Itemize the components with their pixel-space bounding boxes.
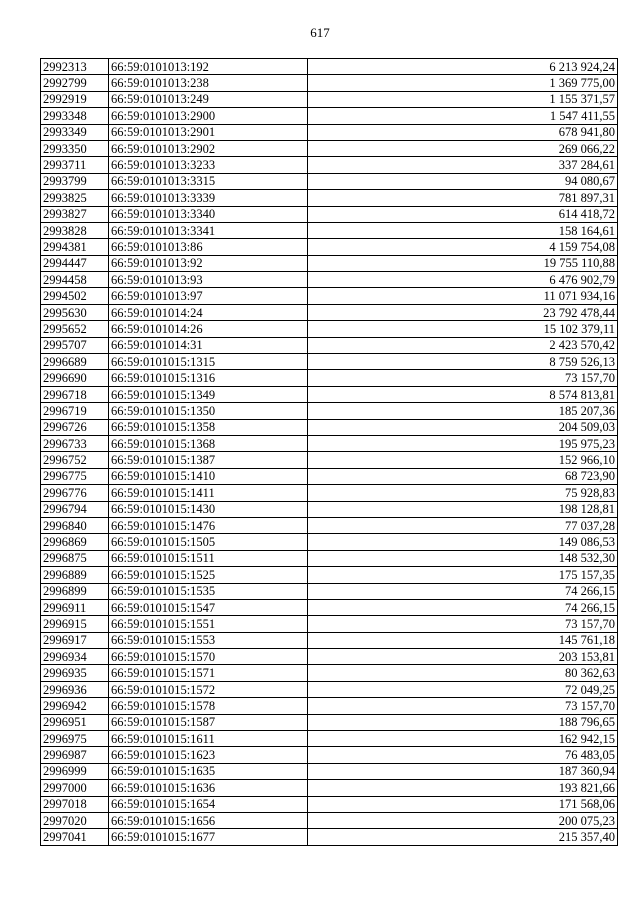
table-row [41,550,618,566]
table-row [41,583,618,599]
value-cell: 198 128,81 [308,501,618,517]
row-id-cell: 2996942 [41,698,109,714]
table-row [41,468,618,484]
row-id-cell: 2996718 [41,386,109,402]
table-row [41,304,618,320]
value-cell: 678 941,80 [308,124,618,140]
value-cell: 73 157,70 [308,698,618,714]
value-cell: 162 942,15 [308,731,618,747]
table-row [41,485,618,501]
value-cell: 94 080,67 [308,173,618,189]
cadastral-number-cell: 66:59:0101015:1656 [109,812,308,828]
table-row [41,321,618,337]
table-row [41,190,618,206]
row-id-cell: 2996987 [41,747,109,763]
cadastral-number-cell: 66:59:0101013:3315 [109,173,308,189]
cadastral-number-cell: 66:59:0101015:1677 [109,829,308,845]
cadastral-number-cell: 66:59:0101015:1505 [109,534,308,550]
table-row [41,599,618,615]
table-row [41,649,618,665]
row-id-cell: 2996726 [41,419,109,435]
table-row [41,435,618,451]
cadastral-number-cell: 66:59:0101015:1316 [109,370,308,386]
table-row [41,714,618,730]
row-id-cell: 2995707 [41,337,109,353]
row-id-cell: 2996951 [41,714,109,730]
value-cell: 74 266,15 [308,599,618,615]
table-row [41,206,618,222]
cadastral-number-cell: 66:59:0101015:1411 [109,485,308,501]
value-cell: 614 418,72 [308,206,618,222]
cadastral-number-cell: 66:59:0101015:1535 [109,583,308,599]
row-id-cell: 2993350 [41,140,109,156]
row-id-cell: 2997018 [41,796,109,812]
cadastral-number-cell: 66:59:0101015:1430 [109,501,308,517]
row-id-cell: 2996794 [41,501,109,517]
row-id-cell: 2993828 [41,222,109,238]
row-id-cell: 2993348 [41,108,109,124]
cadastral-number-cell: 66:59:0101015:1654 [109,796,308,812]
row-id-cell: 2996999 [41,763,109,779]
table-row [41,108,618,124]
table-row [41,681,618,697]
row-id-cell: 2992799 [41,75,109,91]
row-id-cell: 2996689 [41,354,109,370]
cadastral-number-cell: 66:59:0101015:1349 [109,386,308,402]
value-cell: 269 066,22 [308,140,618,156]
value-cell: 171 568,06 [308,796,618,812]
cadastral-number-cell: 66:59:0101015:1570 [109,649,308,665]
cadastral-number-cell: 66:59:0101013:2901 [109,124,308,140]
value-cell: 152 966,10 [308,452,618,468]
table-row [41,386,618,402]
cadastral-number-cell: 66:59:0101015:1476 [109,517,308,533]
value-cell: 149 086,53 [308,534,618,550]
cadastral-number-cell: 66:59:0101015:1551 [109,616,308,632]
table-row [41,632,618,648]
table-row [41,59,618,75]
row-id-cell: 2996875 [41,550,109,566]
cadastral-number-cell: 66:59:0101015:1511 [109,550,308,566]
value-cell: 145 761,18 [308,632,618,648]
row-id-cell: 2996917 [41,632,109,648]
value-cell: 76 483,05 [308,747,618,763]
row-id-cell: 2996719 [41,403,109,419]
value-cell: 8 759 526,13 [308,354,618,370]
row-id-cell: 2996733 [41,435,109,451]
table-row [41,239,618,255]
value-cell: 200 075,23 [308,812,618,828]
cadastral-number-cell: 66:59:0101014:31 [109,337,308,353]
row-id-cell: 2996840 [41,517,109,533]
cadastral-number-cell: 66:59:0101015:1358 [109,419,308,435]
value-cell: 204 509,03 [308,419,618,435]
row-id-cell: 2997041 [41,829,109,845]
value-cell: 175 157,35 [308,567,618,583]
value-cell: 19 755 110,88 [308,255,618,271]
value-cell: 337 284,61 [308,157,618,173]
value-cell: 77 037,28 [308,517,618,533]
table-row [41,91,618,107]
value-cell: 187 360,94 [308,763,618,779]
cadastral-number-cell: 66:59:0101015:1315 [109,354,308,370]
cadastral-number-cell: 66:59:0101013:3233 [109,157,308,173]
cadastral-number-cell: 66:59:0101013:92 [109,255,308,271]
table-row [41,567,618,583]
row-id-cell: 2993349 [41,124,109,140]
value-cell: 72 049,25 [308,681,618,697]
registry-table-body [41,59,618,846]
cadastral-number-cell: 66:59:0101013:2902 [109,140,308,156]
table-row [41,288,618,304]
cadastral-number-cell: 66:59:0101015:1578 [109,698,308,714]
row-id-cell: 2994447 [41,255,109,271]
row-id-cell: 2996911 [41,599,109,615]
table-row [41,354,618,370]
cadastral-number-cell: 66:59:0101013:97 [109,288,308,304]
cadastral-number-cell: 66:59:0101013:238 [109,75,308,91]
value-cell: 6 213 924,24 [308,59,618,75]
row-id-cell: 2992313 [41,59,109,75]
value-cell: 73 157,70 [308,370,618,386]
table-row [41,616,618,632]
row-id-cell: 2996752 [41,452,109,468]
value-cell: 1 369 775,00 [308,75,618,91]
cadastral-number-cell: 66:59:0101013:93 [109,272,308,288]
table-row [41,140,618,156]
value-cell: 74 266,15 [308,583,618,599]
value-cell: 6 476 902,79 [308,272,618,288]
table-row [41,452,618,468]
row-id-cell: 2996776 [41,485,109,501]
cadastral-number-cell: 66:59:0101014:24 [109,304,308,320]
cadastral-number-cell: 66:59:0101015:1350 [109,403,308,419]
row-id-cell: 2992919 [41,91,109,107]
table-row [41,403,618,419]
table-row [41,124,618,140]
table-row [41,337,618,353]
table-row [41,780,618,796]
value-cell: 215 357,40 [308,829,618,845]
cadastral-number-cell: 66:59:0101013:2900 [109,108,308,124]
value-cell: 2 423 570,42 [308,337,618,353]
cadastral-number-cell: 66:59:0101015:1387 [109,452,308,468]
table-row [41,812,618,828]
cadastral-number-cell: 66:59:0101013:86 [109,239,308,255]
row-id-cell: 2993825 [41,190,109,206]
value-cell: 148 532,30 [308,550,618,566]
table-row [41,731,618,747]
row-id-cell: 2997000 [41,780,109,796]
value-cell: 11 071 934,16 [308,288,618,304]
value-cell: 781 897,31 [308,190,618,206]
row-id-cell: 2996934 [41,649,109,665]
row-id-cell: 2993711 [41,157,109,173]
table-row [41,665,618,681]
cadastral-number-cell: 66:59:0101015:1623 [109,747,308,763]
value-cell: 68 723,90 [308,468,618,484]
cadastral-number-cell: 66:59:0101013:3341 [109,222,308,238]
table-row [41,75,618,91]
value-cell: 75 928,83 [308,485,618,501]
table-row [41,747,618,763]
cadastral-number-cell: 66:59:0101015:1587 [109,714,308,730]
row-id-cell: 2996889 [41,567,109,583]
row-id-cell: 2996935 [41,665,109,681]
row-id-cell: 2995630 [41,304,109,320]
table-row [41,501,618,517]
value-cell: 195 975,23 [308,435,618,451]
value-cell: 8 574 813,81 [308,386,618,402]
cadastral-number-cell: 66:59:0101015:1571 [109,665,308,681]
cadastral-number-cell: 66:59:0101015:1553 [109,632,308,648]
cadastral-number-cell: 66:59:0101013:3340 [109,206,308,222]
row-id-cell: 2995652 [41,321,109,337]
cadastral-number-cell: 66:59:0101013:192 [109,59,308,75]
row-id-cell: 2994458 [41,272,109,288]
table-row [41,255,618,271]
cadastral-number-cell: 66:59:0101015:1572 [109,681,308,697]
row-id-cell: 2993799 [41,173,109,189]
cadastral-number-cell: 66:59:0101015:1368 [109,435,308,451]
row-id-cell: 2996915 [41,616,109,632]
table-row [41,517,618,533]
value-cell: 158 164,61 [308,222,618,238]
row-id-cell: 2996775 [41,468,109,484]
row-id-cell: 2994502 [41,288,109,304]
row-id-cell: 2996899 [41,583,109,599]
value-cell: 15 102 379,11 [308,321,618,337]
cadastral-number-cell: 66:59:0101015:1611 [109,731,308,747]
cadastral-number-cell: 66:59:0101014:26 [109,321,308,337]
table-row [41,534,618,550]
value-cell: 203 153,81 [308,649,618,665]
table-row [41,173,618,189]
row-id-cell: 2996975 [41,731,109,747]
value-cell: 73 157,70 [308,616,618,632]
table-row [41,222,618,238]
value-cell: 193 821,66 [308,780,618,796]
value-cell: 188 796,65 [308,714,618,730]
value-cell: 4 159 754,08 [308,239,618,255]
table-row [41,272,618,288]
table-row [41,796,618,812]
table-row [41,157,618,173]
row-id-cell: 2994381 [41,239,109,255]
value-cell: 1 155 371,57 [308,91,618,107]
row-id-cell: 2993827 [41,206,109,222]
cadastral-number-cell: 66:59:0101013:249 [109,91,308,107]
cadastral-number-cell: 66:59:0101015:1636 [109,780,308,796]
cadastral-number-cell: 66:59:0101015:1525 [109,567,308,583]
row-id-cell: 2996936 [41,681,109,697]
table-row [41,829,618,845]
table-row [41,419,618,435]
value-cell: 80 362,63 [308,665,618,681]
value-cell: 185 207,36 [308,403,618,419]
registry-table [40,58,618,846]
cadastral-number-cell: 66:59:0101013:3339 [109,190,308,206]
row-id-cell: 2996869 [41,534,109,550]
cadastral-number-cell: 66:59:0101015:1547 [109,599,308,615]
cadastral-number-cell: 66:59:0101015:1635 [109,763,308,779]
row-id-cell: 2997020 [41,812,109,828]
table-row [41,763,618,779]
row-id-cell: 2996690 [41,370,109,386]
cadastral-number-cell: 66:59:0101015:1410 [109,468,308,484]
table-row [41,698,618,714]
page-number: 617 [310,25,330,40]
value-cell: 1 547 411,55 [308,108,618,124]
table-row [41,370,618,386]
value-cell: 23 792 478,44 [308,304,618,320]
